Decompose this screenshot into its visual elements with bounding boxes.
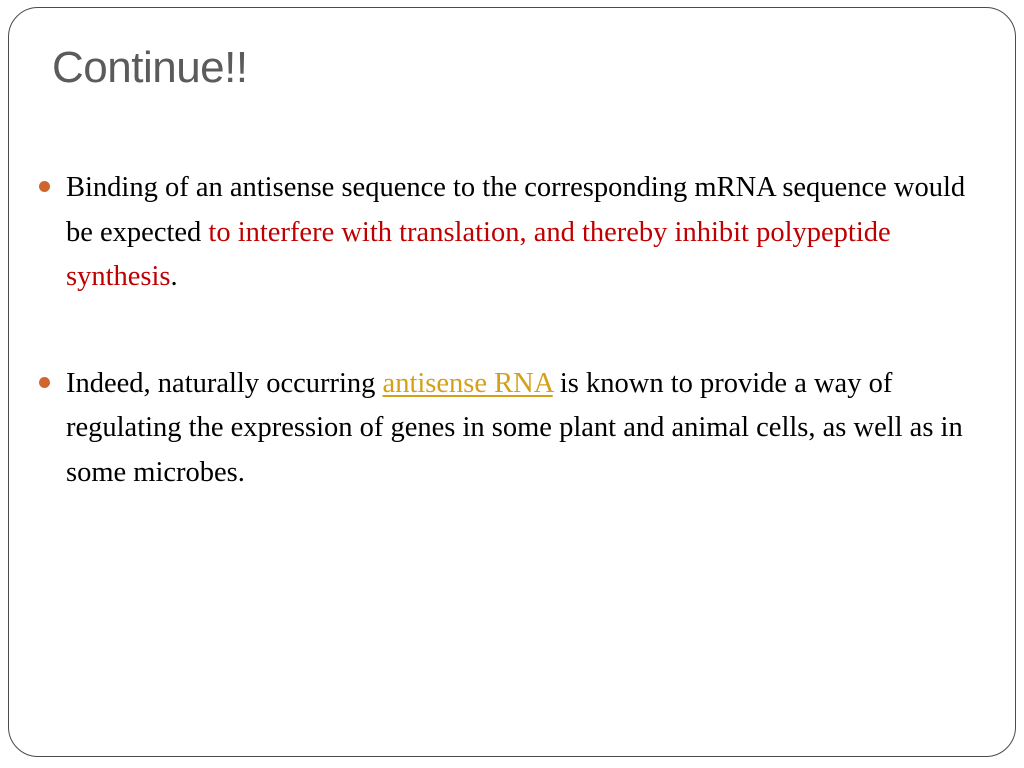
bullet-dot-icon [39, 377, 50, 388]
bullet-text: Binding of an antisense sequence to the corresponding mRNA sequence would be expected [66, 172, 966, 248]
bullet-text: Indeed, naturally occurring [66, 367, 383, 399]
slide-frame [8, 7, 1016, 757]
slide-title: Continue!! [52, 43, 248, 92]
highlighted-text: to interfere with translation, and thereby inhibit polypeptide synthesis [66, 216, 891, 292]
bullet-item-antisense-rna [66, 362, 996, 496]
bullet-item-translation [66, 166, 996, 300]
bullet-text-end: is known to provide a way of regulating the expression of genes in some plant and animal cells, as well as in some microbes. [66, 367, 963, 488]
bullet-text-end: . [170, 261, 178, 292]
bullet-list [66, 166, 996, 495]
antisense-rna-link[interactable]: antisense RNA [382, 367, 553, 399]
bullet-dot-icon [39, 181, 50, 192]
